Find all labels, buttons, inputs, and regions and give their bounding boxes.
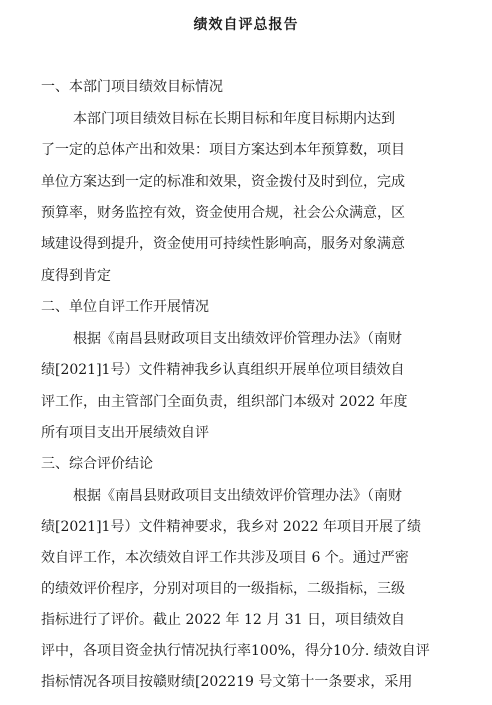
paragraph-line: 指标进行了评价。截止 2022 年 12 月 31 日，项目绩效自: [41, 612, 405, 628]
paragraph-line: 域建设得到提升，资金使用可持续性影响高，服务对象满意: [41, 236, 405, 252]
paragraph-line: 单位方案达到一定的标准和效果，资金拨付及时到位，完成: [41, 174, 405, 190]
document-title: 绩效自评总报告: [193, 17, 299, 33]
paragraph-line: 评中，各项目资金执行情况执行率100%，得分10分. 绩效自评: [41, 643, 430, 659]
section-heading: 二、单位自评工作开展情况: [41, 299, 209, 315]
paragraph-line: 绩[2021]1号）文件精神要求，我乡对 2022 年项目开展了绩: [41, 519, 421, 535]
paragraph-line: 根据《南昌县财政项目支出绩效评价管理办法》（南财: [73, 488, 402, 504]
section-heading: 一、本部门项目绩效目标情况: [41, 79, 223, 95]
paragraph-line: 预算率，财务监控有效，资金使用合规，社会公众满意，区: [41, 205, 405, 221]
paragraph-line: 根据《南昌县财政项目支出绩效评价管理办法》（南财: [73, 331, 402, 347]
paragraph-line: 度得到肯定: [41, 268, 111, 284]
paragraph-line: 指标情况各项目按赣财绩[202219 号文第十一条要求，采用: [41, 674, 413, 690]
paragraph-line: 本部门项目绩效目标在长期目标和年度目标期内达到: [73, 111, 395, 127]
paragraph-line: 绩[2021]1号）文件精神我乡认真组织开展单位项目绩效自: [41, 362, 405, 378]
section-heading: 三、综合评价结论: [41, 456, 153, 472]
paragraph-line: 评工作，由主管部门全面负责，组织部门本级对 2022 年度: [41, 394, 408, 410]
paragraph-line: 所有项目支出开展绩效自评: [41, 425, 209, 441]
paragraph-line: 了一定的总体产出和效果：项目方案达到本年预算数，项目: [41, 142, 405, 158]
paragraph-line: 效自评工作，本次绩效自评工作共涉及项目 6 个。通过严密: [41, 550, 409, 566]
paragraph-line: 的绩效评价程序，分别对项目的一级指标，二级指标，三级: [41, 581, 405, 597]
